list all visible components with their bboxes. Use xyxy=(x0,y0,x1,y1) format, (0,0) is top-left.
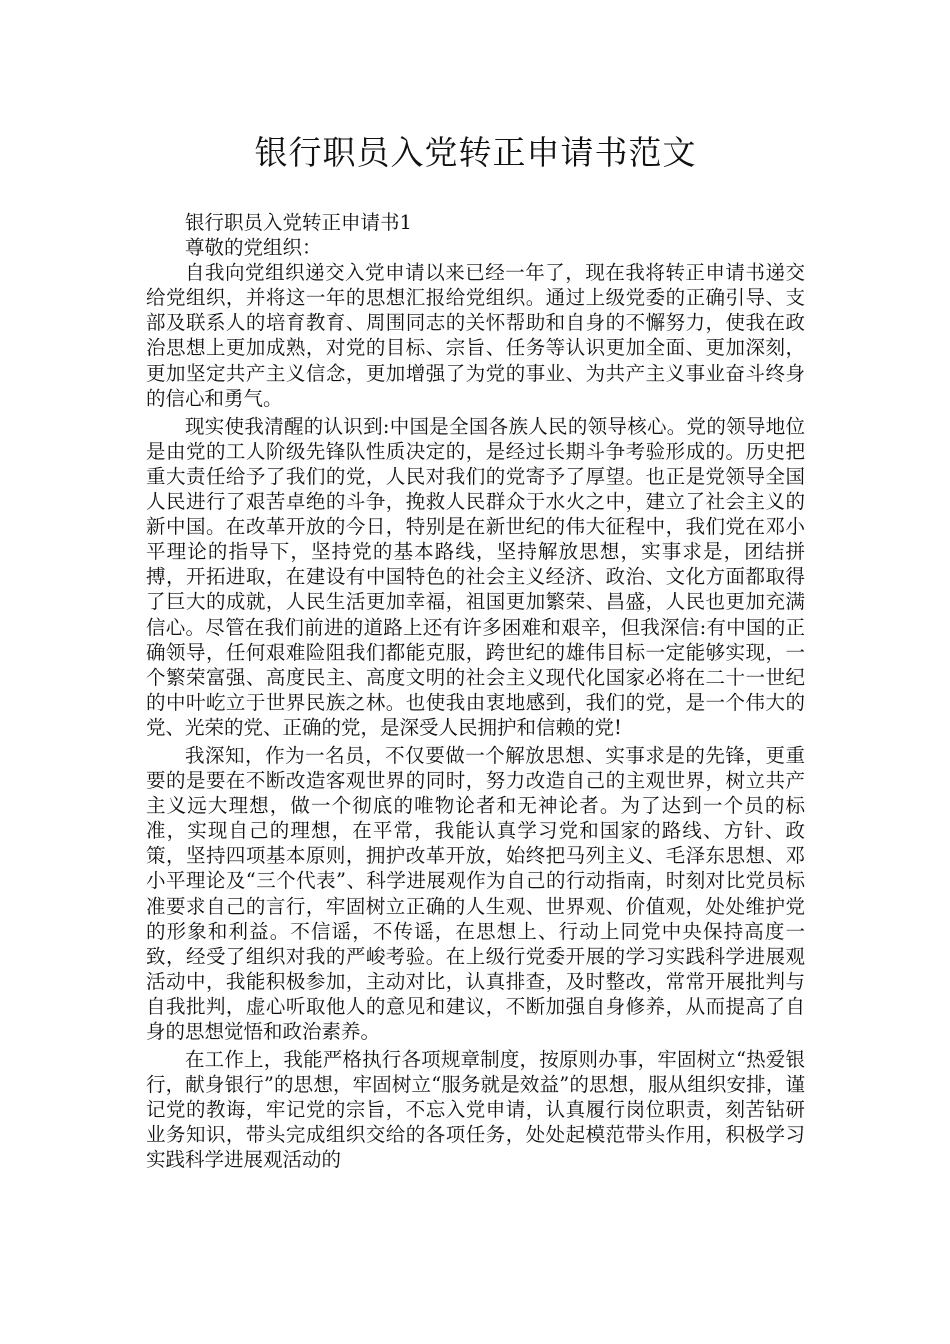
document-page xyxy=(146,130,805,1173)
paragraph-1: 自我向党组织递交入党申请以来已经一年了，现在我将转正申请书递交给党组织，并将这一年的思想汇报给党组织。通过上级党委的正确引导、支部及联系人的培育教育、周围同志的关怀帮助和自身的不懈努力，使我在政治思想上更加成熟，对党的目标、宗旨、任务等认识更加全面、更加深刻，更加坚定共产主义信念，更加增强了为党的事业、为共产主义事业奋斗终身的信心和勇气。 xyxy=(146,261,805,410)
document-subtitle: 银行职员入党转正申请书1 xyxy=(185,211,412,234)
paragraph-4: 在工作上，我能严格执行各项规章制度，按原则办事，牢固树立“热爱银行，献身银行”的思想，牢固树立“服务就是效益”的思想，服从组织安排，谨记党的教诲，牢记党的宗旨，不忘入党申请，认真履行岗位职责，刻苦钻研业务知识，带头完成组织交给的各项任务，处处起模范带头作用，积极学习实践科学进展观活动的 xyxy=(146,1048,805,1172)
paragraph-3: 我深知，作为一名员，不仅要做一个解放思想、实事求是的先锋，更重要的是要在不断改造客观世界的同时，努力改造自己的主观世界，树立共产主义远大理想，做一个彻底的唯物论者和无神论者。为了达到一个员的标准，实现自己的理想，在平常，我能认真学习党和国家的路线、方针、政策，坚持四项基本原则，拥护改革开放，始终把马列主义、毛泽东思想、邓小平理论及“三个代表”、科学进展观作为自己的行动指南，时刻对比党员标准要求自己的言行，牢固树立正确的人生观、世界观、价值观，处处维护党的形象和利益。不信谣，不传谣，在思想上、行动上同党中央保持高度一致，经受了组织对我的严峻考验。在上级行党委开展的学习实践科学进展观活动中，我能积极参加，主动对比，认真排查，及时整改，常常开展批判与自我批判，虚心听取他人的意见和建议，不断加强自身修养，从而提高了自身的思想觉悟和政治素养。 xyxy=(146,743,805,1043)
paragraph-2: 现实使我清醒的认识到:中国是全国各族人民的领导核心。党的领导地位是由党的工人阶级先锋队性质决定的，是经过长期斗争考验形成的。历史把重大责任给予了我们的党，人民对我们的党寄予了厚望。也正是党领导全国人民进行了艰苦卓绝的斗争，挽救人民群众于水火之中，建立了社会主义的新中国。在改革开放的今日，特别是在新世纪的伟大征程中，我们党在邓小平理论的指导下，坚持党的基本路线，坚持解放思想，实事求是，团结拼搏，开拓进取，在建设有中国特色的社会主义经济、政治、文化方面都取得了巨大的成就，人民生活更加幸福，祖国更加繁荣、昌盛，人民也更加充满信心。尽管在我们前进的道路上还有许多困难和艰辛，但我深信:有中国的正确领导，任何艰难险阻我们都能克服，跨世纪的雄伟目标一定能够实现，一个繁荣富强、高度民主、高度文明的社会主义现代化国家必将在二十一世纪的中叶屹立于世界民族之林。也使我由衷地感到，我们的党，是一个伟大的党、光荣的党、正确的党，是深受人民拥护和信赖的党! xyxy=(146,414,805,739)
salutation: 尊敬的党组织： xyxy=(185,236,322,260)
document-title: 银行职员入党转正申请书范文 xyxy=(254,133,697,172)
